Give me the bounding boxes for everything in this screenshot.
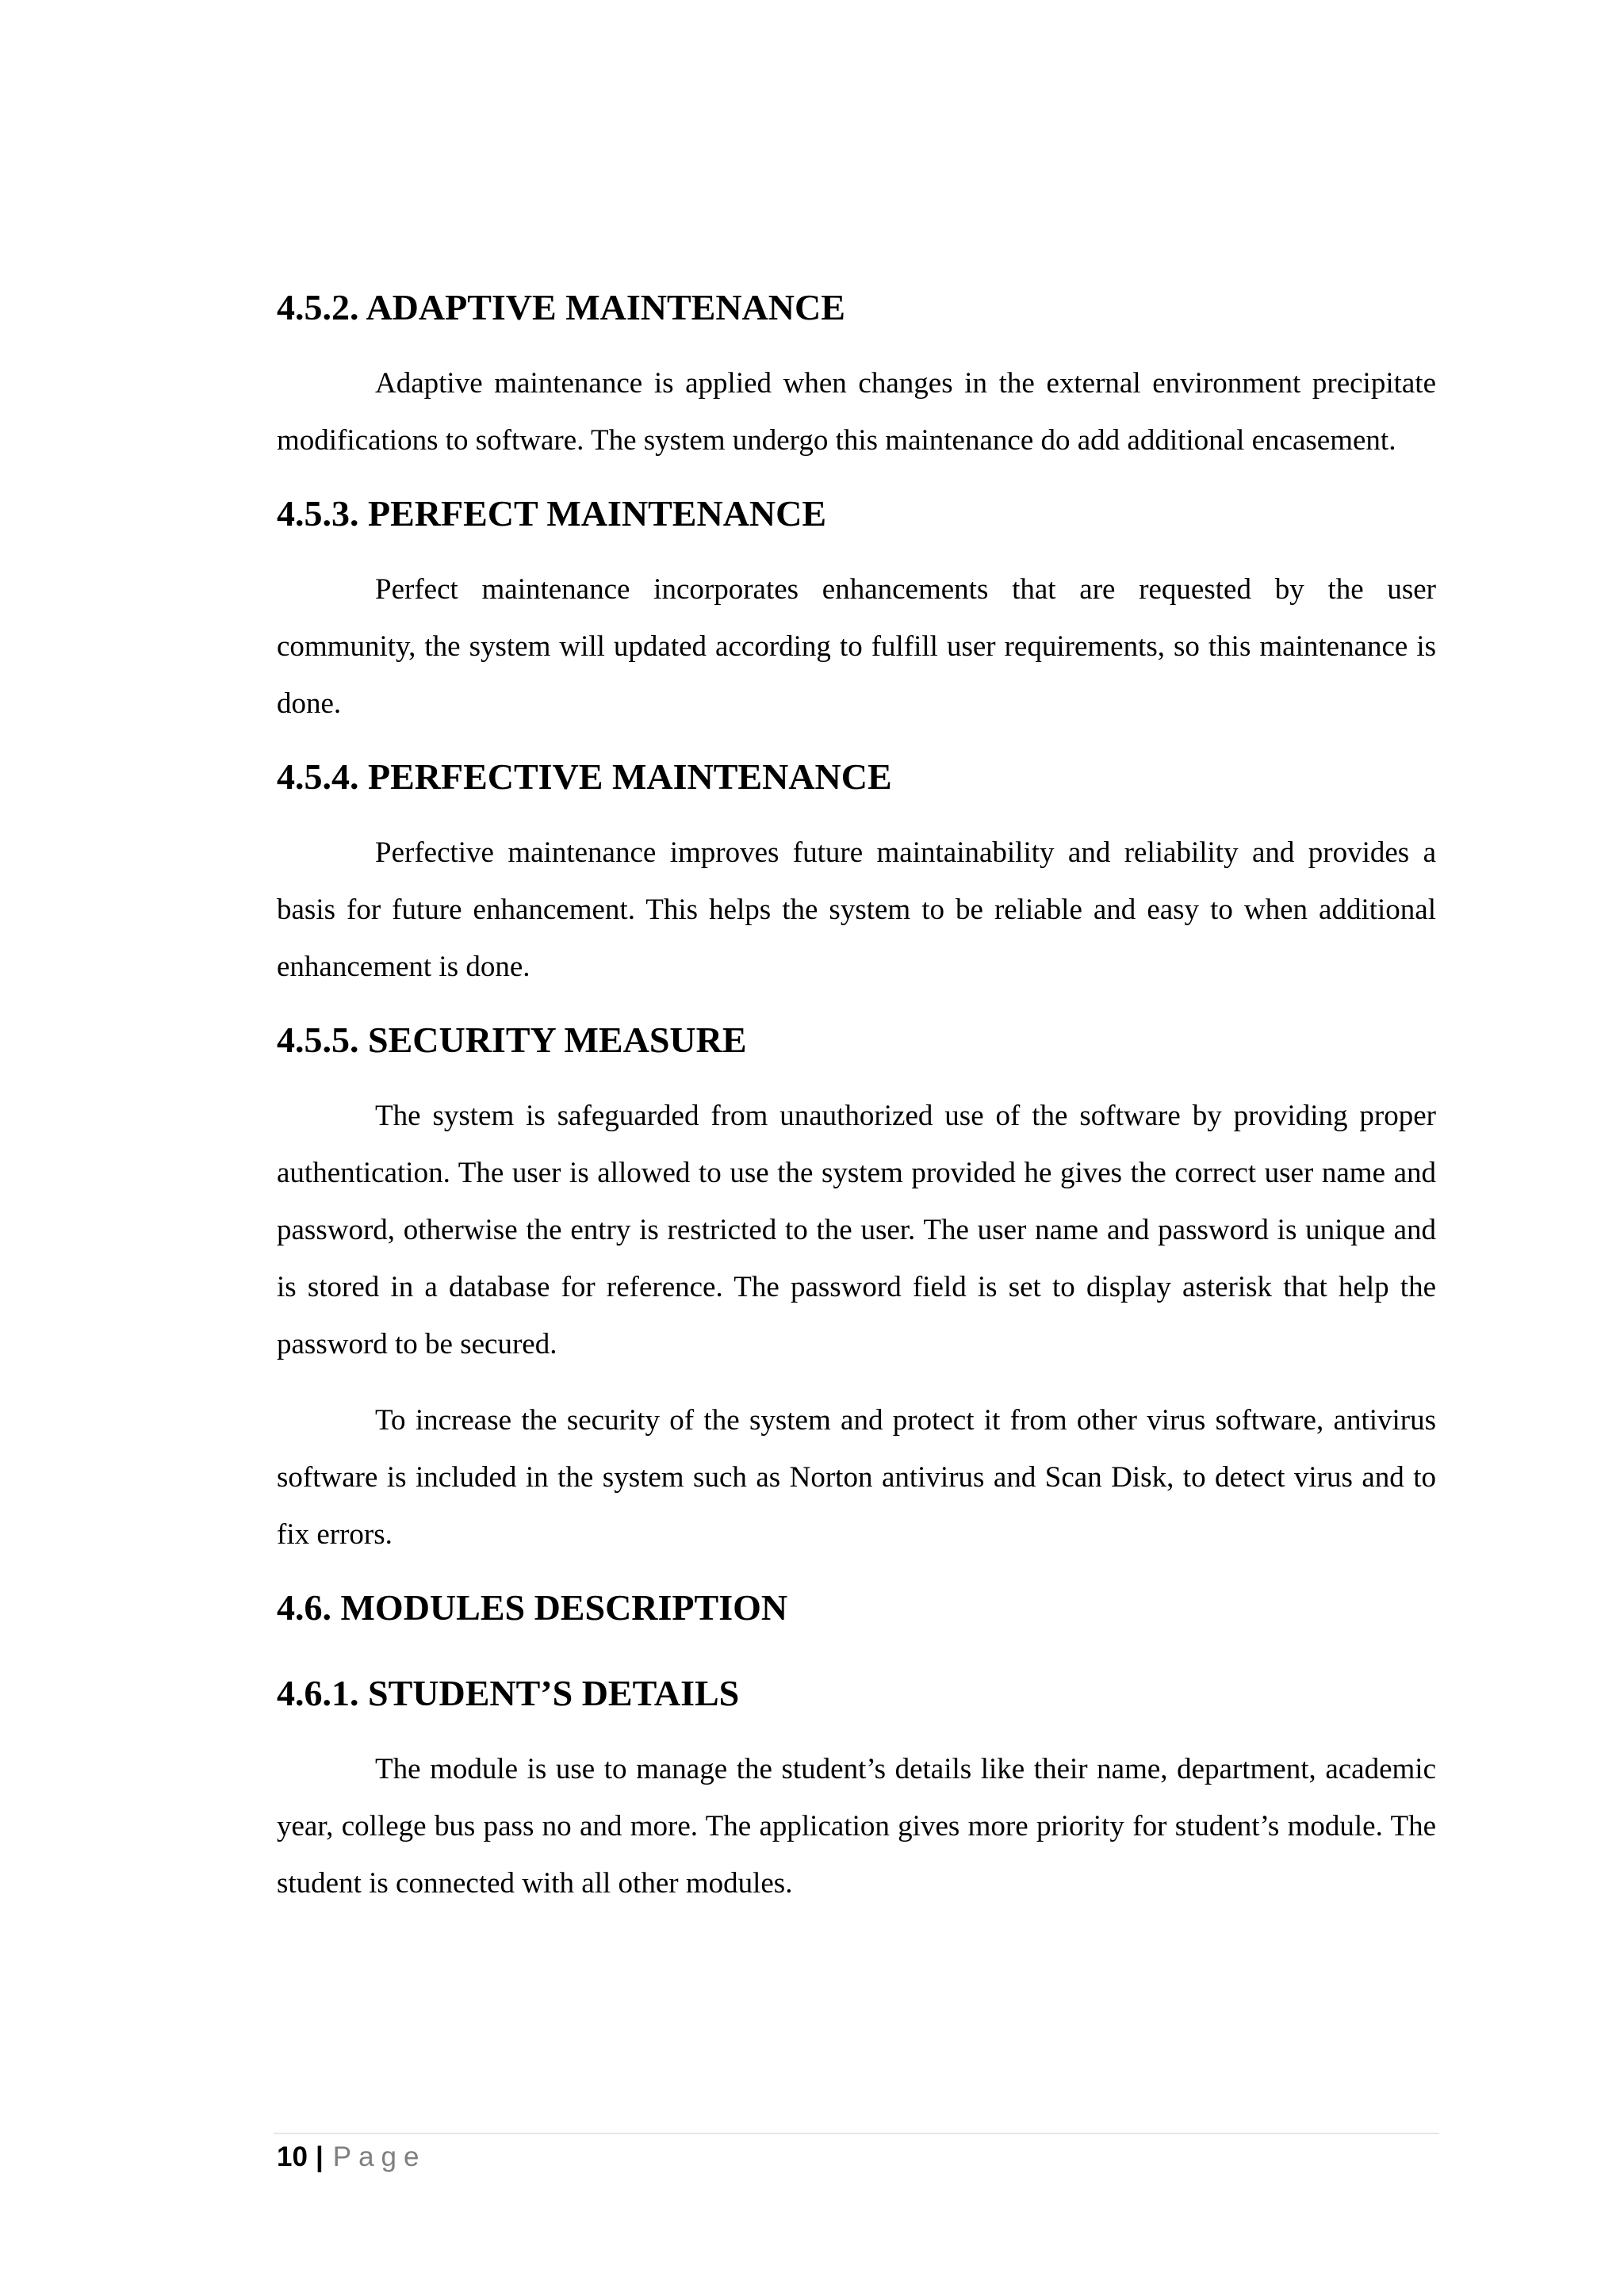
section-heading: 4.6. MODULES DESCRIPTION (277, 1587, 788, 1628)
paragraph: Adaptive maintenance is applied when changes in the external environment precipitate modifications to software. The system undergo this maintenance do add additional encasement. (277, 367, 1436, 457)
section-heading: 4.5.3. PERFECT MAINTENANCE (277, 493, 827, 534)
section-heading: 4.5.5. SECURITY MEASURE (277, 1020, 747, 1060)
paragraph: The module is use to manage the student’s details like their name, department, academic year, college bus pass no and more. The application gives more priority for student’s module. The student is connected with all other modules. (277, 1753, 1436, 1900)
section-heading: 4.5.2. ADAPTIVE MAINTENANCE (277, 287, 845, 327)
footer-divider (274, 2133, 1439, 2134)
section-heading: 4.6.1. STUDENT’S DETAILS (277, 1673, 740, 1713)
section-perfective-maintenance (277, 752, 1436, 996)
page-label: Page (332, 2141, 427, 2172)
paragraph: Perfect maintenance incorporates enhancements that are requested by the user community, the system will updated according to fulfill user requirements, so this maintenance is done. (277, 573, 1436, 720)
section-security-measure (277, 1015, 1436, 1563)
page-body (277, 282, 1436, 1931)
paragraph: To increase the security of the system and protect it from other virus software, antivirus software is included in the system such as Norton antivirus and Scan Disk, to detect virus and to fix errors. (277, 1404, 1436, 1551)
paragraph: Perfective maintenance improves future maintainability and reliability and provides a basis for future enhancement. This helps the system to be reliable and easy to when additional enhancement is done. (277, 836, 1436, 983)
footer-separator: | (315, 2141, 324, 2172)
section-heading: 4.5.4. PERFECTIVE MAINTENANCE (277, 756, 892, 797)
section-modules-description (277, 1582, 1436, 1633)
paragraph: The system is safeguarded from unauthorized use of the software by providing proper authentication. The user is allowed to use the system provided he gives the correct user name and password, otherwise the entry is restricted to the user. The user name and password is unique and is stored in a database for reference. The password field is set to display asterisk that help the password to be secured. (277, 1100, 1436, 1360)
section-students-details (277, 1668, 1436, 1912)
section-perfect-maintenance (277, 488, 1436, 733)
section-adaptive-maintenance (277, 282, 1436, 469)
page-footer (277, 2135, 426, 2179)
page-number: 10 (277, 2141, 308, 2172)
